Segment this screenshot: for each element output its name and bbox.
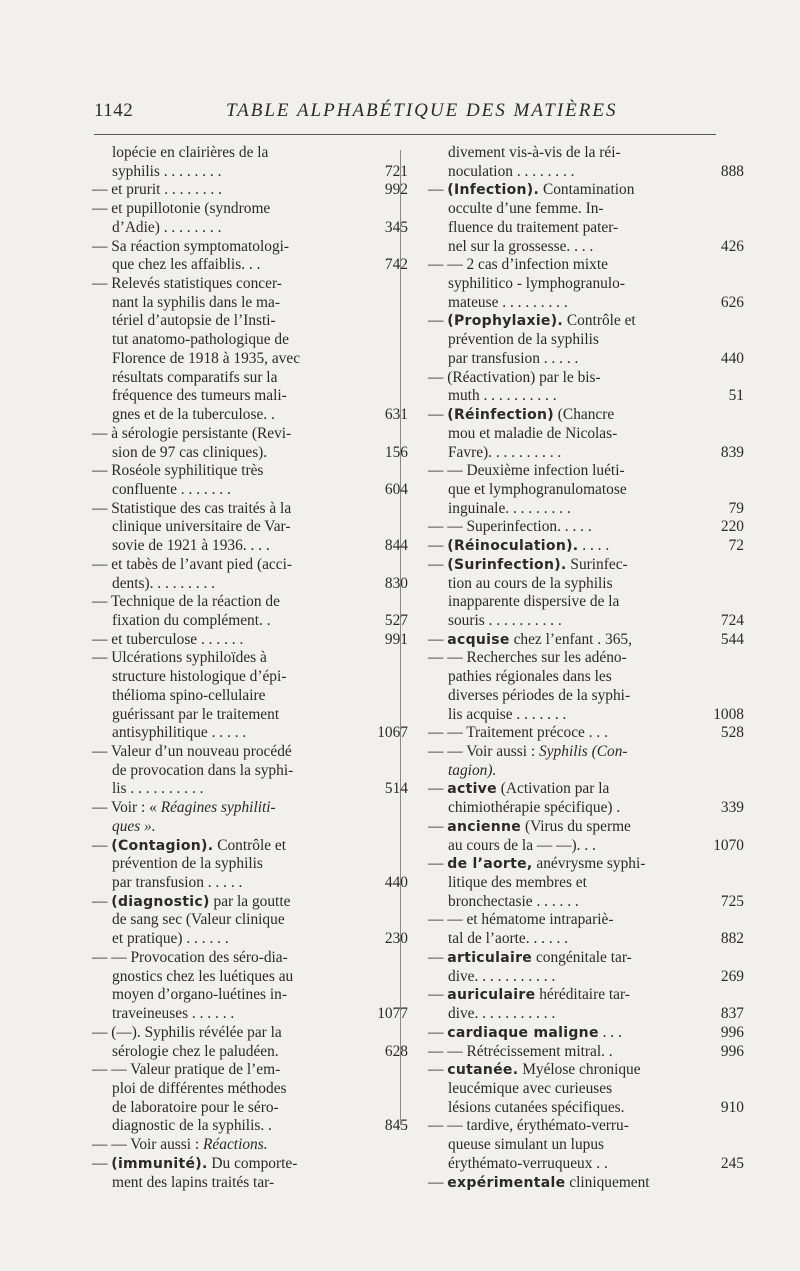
header-rule — [94, 134, 716, 135]
index-entry-text: sérologie chez le paludéen. — [112, 1042, 279, 1060]
page-reference: 426 — [720, 237, 744, 255]
index-entry-text: tal de l’aorte. . . . . . — [448, 930, 569, 948]
page-reference: 845 — [384, 1117, 408, 1135]
index-line — [424, 911, 714, 930]
index-entry-text: lis acquise . . . . . . . — [448, 705, 567, 723]
index-line — [88, 369, 378, 388]
index-entry-text: — — Voir aussi : Syphilis (Con- — [428, 743, 628, 760]
index-entry-text: antisyphilitique . . . . . — [112, 724, 247, 742]
index-line — [424, 144, 714, 163]
page-reference: 888 — [720, 162, 744, 180]
index-line — [424, 1023, 744, 1043]
index-line — [424, 874, 714, 893]
index-entry-text: — Voir : « Réagines syphiliti- — [92, 799, 276, 817]
index-line — [88, 706, 378, 725]
index-entry-text: dive. . . . . . . . . . . — [448, 967, 556, 985]
index-entry-text: queuse simulant un lupus — [448, 1136, 605, 1154]
index-line — [88, 162, 408, 182]
index-entry-text: — articulaire congénitale tar- — [428, 948, 632, 966]
index-line — [424, 1098, 744, 1118]
index-entry-text: fréquence des tumeurs mali- — [112, 387, 287, 405]
index-entry-text: — et pupillotonie (syndrome — [92, 200, 271, 218]
index-line — [88, 1117, 408, 1136]
page-reference: 440 — [384, 874, 408, 892]
index-entry-text: clinique universitaire de Var- — [112, 518, 291, 536]
index-entry-text: — — Valeur pratique de l’em- — [92, 1061, 281, 1079]
index-line — [424, 836, 744, 856]
page-reference: 544 — [720, 630, 744, 648]
index-entry-text: — — 2 cas d’infection mixte — [428, 256, 608, 274]
index-entry-text: — auriculaire héréditaire tar- — [428, 986, 630, 1004]
index-line — [88, 144, 378, 163]
index-line — [424, 892, 744, 912]
index-line — [424, 630, 744, 650]
index-line — [88, 1099, 378, 1118]
index-line — [424, 406, 714, 425]
index-line — [88, 762, 378, 781]
page-number: 1142 — [94, 100, 134, 121]
index-line — [424, 219, 714, 238]
index-entry-text: — Statistique des cas traités à la — [92, 499, 292, 517]
index-line — [424, 293, 744, 313]
index-line — [88, 949, 378, 968]
index-entry-text: au cours de la — —). . . — [448, 836, 596, 854]
page-reference: 844 — [384, 537, 408, 555]
page-reference: 626 — [720, 293, 744, 311]
index-entry-text: — cutanée. Myélose chronique — [428, 1061, 641, 1079]
index-entry-text: — — Superinfection. . . . . — [428, 518, 592, 536]
index-line — [88, 462, 378, 481]
index-line — [424, 443, 744, 463]
index-entry-text: — Relevés statistiques concer- — [92, 275, 282, 293]
page-reference: 991 — [384, 630, 408, 648]
index-line — [88, 200, 378, 219]
index-entry-text: d’Adie) . . . . . . . . — [112, 218, 222, 236]
index-column-right — [424, 144, 744, 1192]
page-reference: 1070 — [713, 836, 744, 854]
index-line — [88, 1155, 378, 1174]
index-entry-text: tagion). — [448, 761, 497, 779]
index-line — [424, 593, 714, 612]
page-reference: 1077 — [377, 1005, 408, 1023]
index-entry-text: — (Réactivation) par le bis- — [428, 368, 601, 386]
index-entry-text: sion de 97 cas cliniques). — [112, 443, 268, 461]
index-entry-text: gnes et de la tuberculose. . — [112, 406, 275, 424]
index-line — [424, 1117, 714, 1136]
page-reference: 830 — [384, 574, 408, 592]
index-entry-text: — — Deuxième infection luéti- — [428, 462, 625, 480]
index-line — [88, 874, 408, 893]
index-entry-text: — — Recherches sur les adéno- — [428, 649, 627, 667]
index-entry-text: — — Traitement précoce . . . — [428, 724, 608, 742]
index-entry-text: leucémique avec curieuses — [448, 1079, 613, 1097]
index-line — [88, 893, 378, 912]
index-line — [88, 275, 378, 294]
index-entry-text: mateuse . . . . . . . . . — [448, 293, 568, 311]
index-entry-text: — et tabès de l’avant pied (acci- — [92, 555, 292, 573]
index-line — [88, 668, 378, 687]
index-line — [424, 181, 714, 200]
index-line — [424, 818, 714, 837]
index-entry-text: sovie de 1921 à 1936. . . . — [112, 537, 270, 555]
index-line — [88, 1174, 378, 1193]
index-line — [88, 181, 408, 200]
index-entry-text: érythémato-verruqueux . . — [448, 1154, 608, 1172]
index-entry-text: confluente . . . . . . . — [112, 480, 231, 498]
index-line — [424, 986, 714, 1005]
index-entry-text: bronchectasie . . . . . . — [448, 892, 579, 910]
index-entry-text: tion au cours de la syphilis — [448, 574, 613, 592]
index-line — [88, 218, 408, 238]
page-reference: 514 — [384, 780, 408, 798]
index-line — [88, 294, 378, 313]
index-entry-text: inguinale. . . . . . . . . — [448, 499, 571, 517]
index-entry-text: gnostics chez les luétiques au — [112, 967, 294, 985]
index-entry-text: — ancienne (Virus du sperme — [428, 817, 631, 835]
index-line — [424, 1080, 714, 1099]
index-entry-text: — Ulcérations syphiloïdes à — [92, 649, 267, 667]
index-entry-text: par transfusion . . . . . — [112, 874, 243, 892]
index-entry-text: lopécie en clairières de la — [112, 144, 269, 161]
index-entry-text: — (Réinfection) (Chancre — [428, 406, 615, 424]
running-title: TABLE ALPHABÉTIQUE DES MATIÈRES — [226, 100, 618, 121]
index-line — [424, 575, 714, 594]
page-reference: 996 — [720, 1042, 744, 1060]
index-line — [424, 668, 714, 687]
index-entry-text: inapparente dispersive de la — [448, 593, 620, 611]
index-line — [88, 687, 378, 706]
index-line — [424, 1174, 714, 1193]
index-entry-text: Favre). . . . . . . . . . — [448, 443, 562, 461]
page-reference: 1008 — [713, 705, 744, 723]
index-line — [424, 425, 714, 444]
page-reference: 528 — [720, 724, 744, 742]
index-line — [88, 930, 408, 949]
index-line — [424, 1005, 744, 1024]
index-entry-text: — — Voir aussi : Réactions. — [92, 1136, 268, 1154]
index-entry-text: fixation du complément. . — [112, 611, 271, 629]
index-entry-text: traveineuses . . . . . . — [112, 1005, 235, 1023]
index-entry-text: souris . . . . . . . . . . — [448, 611, 562, 629]
index-line — [88, 743, 378, 762]
index-line — [424, 762, 714, 781]
index-column-left — [88, 144, 408, 1192]
index-line — [424, 537, 744, 556]
index-line — [424, 687, 714, 706]
index-line — [88, 630, 408, 650]
index-entry-text: — — Rétrécissement mitral. . — [428, 1042, 613, 1060]
index-entry-text: — (Contagion). Contrôle et — [92, 836, 287, 854]
index-line — [88, 1061, 378, 1080]
page-reference: 910 — [720, 1098, 744, 1116]
index-entry-text: noculation . . . . . . . . — [448, 162, 575, 180]
index-line — [424, 369, 714, 388]
index-entry-text: prévention de la syphilis — [112, 855, 263, 873]
index-entry-text: — (Infection). Contamination — [428, 181, 635, 199]
index-entry-text: de provocation dans la syphi- — [112, 761, 294, 779]
index-line — [88, 443, 408, 463]
page-reference: 220 — [720, 518, 744, 536]
index-entry-text: tériel d’autopsie de l’Insti- — [112, 312, 276, 330]
index-line — [88, 1080, 378, 1099]
index-line — [88, 799, 378, 818]
index-entry-text: — (Réinoculation). . . . . — [428, 537, 610, 555]
index-entry-text: diverses périodes de la syphi- — [448, 686, 631, 704]
index-entry-text: — Technique de la réaction de — [92, 593, 280, 611]
index-line — [88, 780, 408, 799]
index-line — [424, 724, 744, 743]
index-entry-text: — Sa réaction symptomatologi- — [92, 237, 290, 255]
index-line — [88, 238, 378, 257]
page-reference: 345 — [384, 218, 408, 236]
index-entry-text: — — et hématome intrapariè- — [428, 911, 614, 929]
index-line — [88, 911, 378, 930]
page-reference: 339 — [720, 799, 744, 817]
index-line — [424, 1042, 744, 1062]
page-header — [94, 100, 714, 130]
index-entry-text: résultats comparatifs sur la — [112, 368, 278, 386]
index-line — [424, 312, 714, 331]
index-line — [424, 705, 744, 725]
index-entry-text: dive. . . . . . . . . . . — [448, 1005, 556, 1023]
index-entry-text: — Roséole syphilitique très — [92, 462, 264, 480]
page-reference: 882 — [720, 930, 744, 948]
index-line — [88, 387, 378, 406]
index-line — [424, 1061, 714, 1080]
index-line — [424, 949, 714, 968]
index-line — [88, 406, 408, 425]
index-line — [424, 162, 744, 182]
page-reference: 628 — [384, 1042, 408, 1060]
index-line — [424, 611, 744, 631]
index-line — [424, 649, 714, 668]
index-entry-text: — et tuberculose . . . . . . — [92, 630, 244, 648]
page-reference: 230 — [384, 930, 408, 948]
index-entry-text: tut anatomo-pathologique de — [112, 331, 289, 349]
index-line — [88, 518, 378, 537]
index-entry-text: ques ». — [112, 817, 156, 835]
page-reference: 725 — [720, 892, 744, 910]
index-entry-text: litique des membres et — [448, 874, 587, 892]
index-entry-text: lis . . . . . . . . . . — [112, 780, 204, 798]
index-line — [424, 462, 714, 481]
index-entry-text: — et prurit . . . . . . . . — [92, 181, 222, 199]
page-reference: 1067 — [377, 724, 408, 742]
index-line — [88, 1042, 408, 1062]
index-line — [424, 387, 744, 406]
index-line — [88, 649, 378, 668]
index-line — [88, 312, 378, 331]
page-reference: 245 — [720, 1154, 744, 1172]
index-entry-text: — (immunité). Du comporte- — [92, 1154, 298, 1172]
index-line — [424, 331, 714, 350]
page-reference: 72 — [728, 537, 744, 555]
index-line — [424, 556, 714, 575]
index-line — [424, 237, 744, 257]
index-line — [424, 256, 714, 275]
index-entry-text: diagnostic de la syphilis. . — [112, 1117, 272, 1135]
page-reference: 724 — [720, 611, 744, 629]
index-line — [88, 986, 378, 1005]
index-entry-text: — (Surinfection). Surinfec- — [428, 555, 628, 573]
index-line — [88, 500, 378, 519]
index-entry-text: — (Prophylaxie). Contrôle et — [428, 312, 636, 330]
index-entry-text: pathies régionales dans les — [448, 668, 612, 686]
index-entry-text: prévention de la syphilis — [448, 331, 599, 349]
index-line — [88, 556, 378, 575]
index-entry-text: et pratique) . . . . . . — [112, 930, 229, 948]
index-entry-text: occulte d’une femme. In- — [448, 200, 604, 218]
page-reference: 156 — [384, 443, 408, 461]
index-line — [424, 349, 744, 369]
page-reference: 79 — [728, 499, 744, 517]
index-entry-text: mou et maladie de Nicolas- — [448, 424, 618, 442]
index-line — [88, 425, 378, 444]
page-reference: 839 — [720, 443, 744, 461]
index-entry-text: muth . . . . . . . . . . — [448, 387, 557, 405]
index-entry-text: divement vis-à-vis de la réi- — [448, 144, 621, 161]
index-entry-text: que et lymphogranulomatose — [448, 480, 627, 498]
index-entry-text: thélioma spino-cellulaire — [112, 686, 266, 704]
page-reference: 440 — [720, 349, 744, 367]
index-entry-text: chimiothérapie spécifique) . — [448, 799, 621, 817]
index-line — [88, 331, 378, 350]
index-line — [424, 1136, 714, 1155]
index-line — [88, 837, 378, 856]
index-line — [424, 1154, 744, 1174]
index-entry-text: dents). . . . . . . . . — [112, 574, 216, 592]
index-line — [88, 855, 378, 874]
index-line — [424, 799, 744, 818]
index-line — [88, 724, 408, 743]
index-line — [424, 930, 744, 949]
index-entry-text: — — tardive, érythémato-verru- — [428, 1117, 629, 1135]
index-line — [424, 275, 714, 294]
index-entry-text: — (diagnostic) par la goutte — [92, 892, 291, 910]
index-line — [424, 743, 714, 762]
index-line — [88, 593, 378, 612]
page-reference: 721 — [384, 162, 408, 180]
index-entry-text: par transfusion . . . . . — [448, 349, 579, 367]
index-line — [88, 574, 408, 594]
index-entry-text: — cardiaque maligne . . . — [428, 1023, 622, 1041]
index-line — [88, 350, 378, 369]
index-entry-text: de sang sec (Valeur clinique — [112, 911, 285, 929]
index-entry-text: ment des lapins traités tar- — [112, 1173, 275, 1191]
index-line — [88, 968, 378, 987]
index-line — [424, 499, 744, 519]
index-entry-text: syphilitico - lymphogranulo- — [448, 275, 625, 293]
index-entry-text: — acquise chez l’enfant . 365, — [428, 630, 632, 648]
page-reference: 51 — [728, 387, 744, 405]
index-entry-text: — — Provocation des séro-dia- — [92, 948, 288, 966]
index-line — [424, 780, 714, 799]
index-entry-text: — (—). Syphilis révélée par la — [92, 1023, 282, 1041]
index-line — [424, 481, 714, 500]
index-entry-text: — de l’aorte, anévrysme syphi- — [428, 855, 646, 873]
page-reference: 631 — [384, 406, 408, 424]
index-entry-text: — expérimentale cliniquement — [428, 1173, 650, 1191]
index-line — [88, 256, 408, 275]
index-entry-text: nant la syphilis dans le ma- — [112, 293, 280, 311]
index-line — [424, 967, 744, 987]
page-reference: 269 — [720, 967, 744, 985]
index-line — [88, 1024, 378, 1043]
index-entry-text: ploi de différentes méthodes — [112, 1079, 287, 1097]
index-line — [88, 818, 378, 837]
index-line — [424, 518, 744, 537]
index-line — [424, 855, 714, 874]
page-reference: 742 — [384, 256, 408, 274]
index-line — [88, 537, 408, 556]
index-entry-text: que chez les affaiblis. . . — [112, 256, 261, 274]
index-entry-text: Florence de 1918 à 1935, avec — [112, 349, 301, 367]
index-entry-text: structure histologique d’épi- — [112, 668, 287, 686]
index-entry-text: — à sérologie persistante (Revi- — [92, 424, 292, 442]
index-entry-text: guérissant par le traitement — [112, 705, 280, 723]
index-entry-text: fluence du traitement pater- — [448, 218, 619, 236]
index-line — [88, 1136, 378, 1155]
index-line — [88, 480, 408, 500]
page-reference: 992 — [384, 181, 408, 199]
index-entry-text: — Valeur d’un nouveau procédé — [92, 743, 292, 760]
index-entry-text: syphilis . . . . . . . . — [112, 162, 222, 180]
index-line — [88, 1005, 408, 1024]
index-entry-text: moyen d’organo-luétines in- — [112, 986, 287, 1004]
page-reference: 837 — [720, 1005, 744, 1023]
index-line — [88, 611, 408, 631]
page-reference: 996 — [720, 1023, 744, 1041]
page-reference: 527 — [384, 611, 408, 629]
index-entry-text: — active (Activation par la — [428, 780, 610, 798]
index-line — [424, 200, 714, 219]
index-entry-text: de laboratoire pour le séro- — [112, 1098, 279, 1116]
page-reference: 604 — [384, 480, 408, 498]
index-entry-text: lésions cutanées spécifiques. — [448, 1098, 625, 1116]
index-entry-text: nel sur la grossesse. . . . — [448, 237, 594, 255]
